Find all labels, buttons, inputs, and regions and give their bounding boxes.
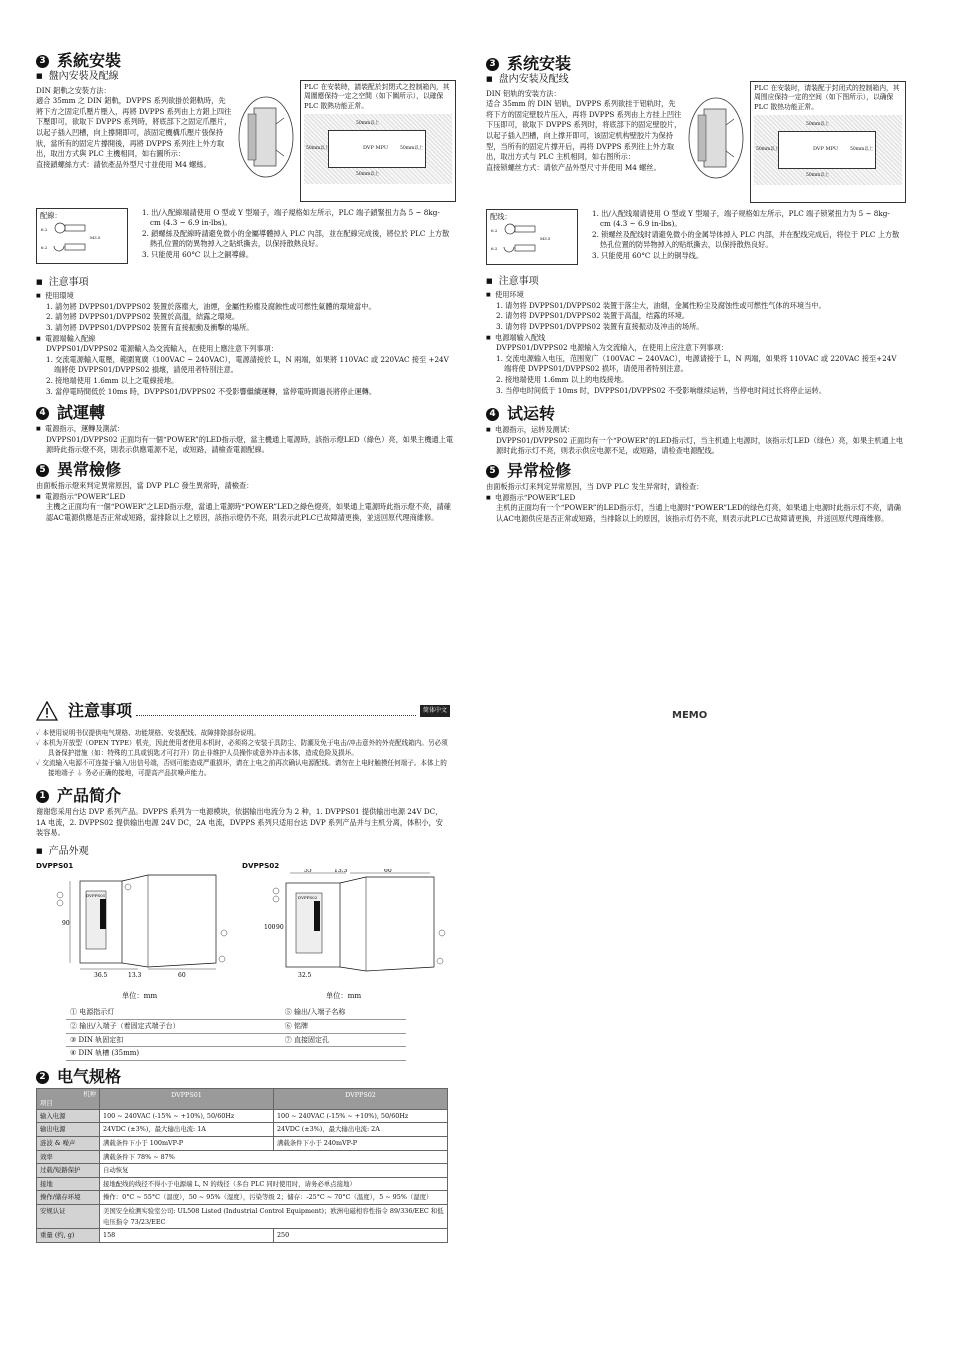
tl-power-title: ■ 電源端輸入配線 [36, 334, 454, 345]
bl-s1-text: 谢谢您采用台达 DVP 系列产品。DVPPS 系列为一电源模块，依据输出电流分为 2 种，1. DVPPS01 提供输出电源 24V DC，1A 电流，2. DVPPS02 提供输出电源 24V DC，2A 电流，DVPPS 系列只适用台达 DVP 系列产品并与主机分离，体积小，安装容易。 [36, 807, 443, 838]
bl-s1-heading: 1 产品简介 [36, 790, 450, 803]
tr-s4-heading: 4 试运转 [486, 408, 904, 421]
tl-plc-note: PLC 在安裝時，請裝配於封閉式之控制箱內，其周圍應保持一定之空間（如下圖所示），以確保 PLC 散熱功能正常。 DVP MPU 50mm以上 50mm以上 50mm以上 50mm以上 [300, 80, 456, 202]
dotted-leader [136, 706, 416, 716]
dvpps01-drawing [48, 873, 238, 985]
tl-s5-heading: 5 異常檢修 [36, 464, 454, 477]
tl-column: 3 系統安裝 ■ 盤內安裝及配線 DIN 鋁軌之安裝方法： 適合 35mm 之 DIN 鋁軌，DVPPS 系列欲掛於鋁軌時，先將下方之固定爪壓片壓入，再將 DVPPS 系列由上方鋁上四往下壓即可，欲取下 DVPPS 系列時，將底部下之固定爪壓片，以起子插入凹槽，向上撐開即可，該固定機構爪壓片張保持狀，當所有的固定片撐開後，再將 DVPPS 系列往上外方取出，取出方式與 PLC 主機相同，如右圖所示： 直接鎖螺絲方式：請依產品外型尺寸並使用 M4 螺絲。 PLC 在安裝時，請裝配於封閉式之控制箱內，其周圍應保持一定之空間（如下圖所示），以確保 PLC 散熱功能正常。 DVP MPU 50mm以上 50mm以上 50mm以上 50mm以上 配線： 6.2 6.2 M3.5 1. 出/入配線端請使用 O 型或 Y 型端子，端子規格如左所示，PLC 端子鎖緊扭力為 5 ~ 8kg-cm (4.3 ~ 6.9 in-lbs)。 2. 鎖螺絲及配線時請避免微小的金屬導體掉入 PLC 內部，並在配線完成後，將位於 PLC 上方散熱孔位置的防異物掉入之貼紙撕去，以保持散熱良好。 3. 只能使用 60°C 以上之銅導線。 ■ 注意事項 ■ 使用環境 1. 請勿將 DVPPS01/DVPPS02 裝置於落塵大，油煙，金屬性粉塵及腐蝕性或可燃性氣體的環境當中。 2. 請勿將 DVPPS01/DVPPS02 裝置於高溫，結露之環境。 3. 請勿將 DVPPS01/DVPPS02 裝置有直接振動及衝擊的場所。 ■ 電源端輸入配線 DVPPS01/DVPPS02 電源輸入為交流輸入，在使用上應注意下列事項： 1. 交流電源輸入電壓，範圍寬廣（100VAC ~ 240VAC），電源請接於 L，N 兩端，如果將 110VAC 或 220VAC 接至 +24V 端將使 DVPPS01/DVPPS02 損壞，請使用者特別注意。 2. 接地端使用 1.6mm 以上之電線接地。 3. 當停電時間低於 10ms 時，DVPPS01/DVPPS02 不受影響繼續運轉，當停電時間過長將停止運轉。 4 試運轉 ■ 電源指示，運轉及測試： DVPPS01/DVPPS02 正面均有一個“POWER”的LED指示燈，當主機通上電源時，該指示燈LED（綠色）亮，如果主機通上電源時此指示燈不亮，則表示供應電源不足，或短路，請檢查電源配線。 5 異常檢修 由面板指示燈來判定異常原因，當 DVP PLC 發生異常時，請檢查： ■ 電源指示“POWER”LED 主機之正面均有一個“POWER”之LED指示燈，當通上電源時“POWER”LED之綠色燈亮，如果通上電源時此指示燈不亮，請確認AC電源供應是否正常或短路，當排除以上之原因，該指示燈仍不亮，則表示此PLC已故障請更換，並送回原代理商維修。 [36, 55, 454, 523]
spec-row: 安规认证 美国安全检测实验室公司: UL508 Listed (Industrial Control Equipment)；欧洲电磁相容性指令 89/336/EEC 和低电压指令 73/23/EEC [37, 1204, 448, 1228]
dvpps02-drawing [250, 869, 450, 985]
tr-clearance-diagram: DVP MPU 50mm以上 50mm以上 50mm以上 50mm以上 [754, 115, 902, 185]
tl-s3-heading: 3 系統安裝 [36, 55, 454, 68]
dim-t1: 55 [304, 869, 312, 875]
legend-row: ③ DIN 轨固定扣 ⑦ 直接固定孔 [66, 1033, 406, 1047]
parts-legend [66, 1006, 406, 1060]
dvpps02-device-label: DVPPS02 [298, 895, 318, 901]
tl-clearance-diagram: DVP MPU 50mm以上 50mm以上 50mm以上 50mm以上 [304, 114, 452, 184]
model2-label: DVPPS02 [242, 861, 280, 871]
tl-din-rail-illustration [236, 94, 296, 180]
tl-wiring-box: 配線： 6.2 6.2 M3.5 [36, 208, 128, 264]
spec-header-row: 机种 项目 DVPPS01 DVPPS02 [37, 1088, 448, 1109]
check-icon: ✓ [36, 759, 43, 767]
bl-appearance-heading: ■ 产品外观 [36, 847, 450, 858]
tr-din-block: DIN 铝轨的安装方法： 适合 35mm 的 DIN 铝轨，DVPPS 系列欲挂于铝轨时，先将下方的固定壁胶片压入，再将 DVPPS 系列由上方挂上凹往下压即可，欲取下 DVPPS 系列时，将底部下的固定壁胶片，以起子插入凹槽，向上撑开即可，该固定机构壁胶片为保持型，当所有的固定片撑开后，再将 DVPPS 系列往上外方取出，取出方式与 PLC 主机相同，如右图所示： 直接锁螺丝方式：请依产品外型尺寸并使用 M4 螺丝。 [486, 88, 682, 172]
svg-text:6.2: 6.2 [41, 245, 48, 251]
dim-h1b: 100 [264, 924, 276, 932]
tr-s3-heading: 3 系统安装 [486, 58, 904, 71]
tl-din-title: DIN 鋁軌之安裝方法： [36, 85, 111, 95]
svg-text:M3.5: M3.5 [540, 236, 551, 242]
tl-wiring-list: 1. 出/入配線端請使用 O 型或 Y 型端子，端子規格如左所示，PLC 端子鎖緊扭力為 5 ~ 8kg-cm (4.3 ~ 6.9 in-lbs)。 2. 鎖螺絲及配線時請避免微小的金屬導體掉入 PLC 內部，並在配線完成後，將位於 PLC 上方散熱孔位置的防異物掉入之貼紙撕去，以保持散熱良好。 3. 只能使用 60°C 以上之銅導線。 [142, 207, 450, 259]
terminal-lug-icon [40, 221, 120, 259]
check-icon: ✓ [36, 729, 43, 737]
spec-table [36, 1088, 448, 1243]
dim-h2b: 90 [276, 924, 284, 932]
spec-row: 接地 接地配线的线径不得小于电源端 L, N 的线径（多台 PLC 同时使用时，请务必单点接地） [37, 1177, 448, 1191]
tl-din-block [36, 86, 232, 171]
tl-mpu-label: DVP MPU [363, 145, 389, 152]
dim-w2: 13.3 [128, 972, 142, 980]
memo-label: MEMO [672, 710, 708, 721]
bl-caution-title: 注意事项 [68, 700, 133, 720]
spec-row: 输入电源 100 ~ 240VAC (-15% ~ +10%), 50/60Hz 100 ~ 240VAC (-15% ~ +10%), 50/60Hz [37, 1109, 448, 1123]
bl-s2-heading: 2 电气规格 [36, 1071, 450, 1084]
tr-wiring-box: 配线： 6.2 6.2 M3.5 [486, 209, 578, 265]
tr-plc-note: PLC 在安装时，请装配于封闭式的控制箱内，其周围应保持一定的空间（如下图所示），以确保 PLC 散热功能正常。 DVP MPU 50mm以上 50mm以上 50mm以上 50mm以上 [750, 81, 906, 203]
tl-screw-text: 直接鎖螺絲方式：請依產品外型尺寸並使用 M4 螺絲。 [36, 159, 211, 169]
spec-row: 过载/短路保护 自动恢复 [37, 1164, 448, 1178]
model1-label: DVPPS01 [36, 861, 74, 871]
svg-text:6.2: 6.2 [491, 246, 498, 252]
dvpps01-device-label: DVPPS01 [86, 893, 106, 899]
unit-label-1: 单位：mm [122, 991, 158, 1001]
dim-w1: 36.5 [94, 972, 108, 980]
bl-column [36, 700, 450, 1243]
spec-row: 涟波 & 噪声 满载条件下小于 100mVP-P 满载条件下小于 240mVP-P [37, 1136, 448, 1150]
terminal-lug-icon [490, 222, 570, 260]
spec-row: 重量 (约, g) 158 250 [37, 1229, 448, 1243]
bl-caution-list: ✓ 本使用说明书仅提供电气规格、功能规格、安装配线、故障排除部份说明。 ✓ 本机为开放型（OPEN TYPE）机壳，因此使用者使用本机时，必须将之安装于具防尘、防潮及免于电击/冲击意外的外壳配线箱内。另必须具备保护措施（如：特殊的工具或钥匙才可打开）防止非维护人员操作或意外冲击本体，造成危险及损坏。 ✓ 交流输入电源不可连接于输入/出信号端，否则可能造成严重损坏，请在上电之前再次确认电源配线。请勿在上电时触摸任何端子。本体上的接地端子 ⏚ 务必正确的接地，可提高产品抗噪声能力。 [36, 729, 448, 777]
warning-icon [36, 701, 58, 721]
legend-row: ① 电源指示灯 ⑤ 输出/入端子名称 [66, 1006, 406, 1019]
tl-din-text: 適合 35mm 之 DIN 鋁軌，DVPPS 系列欲掛於鋁軌時，先將下方之固定爪壓片壓入，再將 DVPPS 系列由上方鋁上四往下壓即可，欲取下 DVPPS 系列時，將底部下之固定爪壓片，以起子插入凹槽，向上撐開即可，該固定機構爪壓片張保持狀，當所有的固定片撐開後，再將 DVPPS 系列往上外方取出，取出方式與 PLC 主機相同，如右圖所示： [36, 96, 232, 159]
legend-row: ④ DIN 轨槽 (35mm) [66, 1047, 406, 1061]
tr-s5-heading: 5 异常检修 [486, 465, 904, 478]
section-number-3: 3 [36, 55, 49, 68]
tl-env-title: ■ 使用環境 [36, 291, 454, 302]
tl-notes-heading: ■ 注意事項 [36, 278, 454, 289]
spec-row: 效率 满载条件下 78% ~ 87% [37, 1150, 448, 1164]
dim-w1b: 32.5 [298, 972, 312, 980]
svg-text:6.2: 6.2 [491, 228, 498, 234]
spec-row: 输出电源 24VDC (±3%)，最大输出电流: 1A 24VDC (±3%)，最大输出电流: 2A [37, 1123, 448, 1137]
tr-wiring-list: 1. 出/入配线端请使用 O 型或 Y 型端子，端子规格如左所示，PLC 端子锁紧扭力为 5 ~ 8kg-cm (4.3 ~ 6.9 in-lbs)。 2. 锁螺丝及配线时请避免微小的金属导体掉入 PLC 内部，并在配线完成后，将位于 PLC 上方散热孔位置的防异物掉入的贴纸撕去，以保持散热良好。 3. 只能使用 60°C 以上的铜导线。 [592, 208, 900, 260]
tl-s3-subheading: ■ 盤內安裝及配線 [36, 72, 454, 83]
dim-h1: 90 [62, 920, 70, 928]
legend-row: ② 输出/入端子（着固定式端子台） ⑥ 铭牌 [66, 1019, 406, 1033]
tl-s4-heading: 4 試運轉 [36, 407, 454, 420]
svg-text:M3.5: M3.5 [90, 235, 101, 241]
bl-caution-header [36, 700, 450, 722]
dim-t2: 13.3 [334, 869, 348, 875]
tr-column: 3 系统安装 ■ 盘内安装及配线 DIN 铝轨的安装方法： 适合 35mm 的 DIN 铝轨，DVPPS 系列欲挂于铝轨时，先将下方的固定壁胶片压入，再将 DVPPS 系列由上方挂上凹往下压即可，欲取下 DVPPS 系列时，将底部下的固定壁胶片，以起子插入凹槽，向上撑开即可，该固定机构壁胶片为保持型，当所有的固定片撑开后，再将 DVPPS 系列往上外方取出，取出方式与 PLC 主机相同，如右图所示： 直接锁螺丝方式：请依产品外型尺寸并使用 M4 螺丝。 PLC 在安装时，请装配于封闭式的控制箱内，其周围应保持一定的空间（如下图所示），以确保 PLC 散热功能正常。 DVP MPU 50mm以上 50mm以上 50mm以上 50mm以上 配线： 6.2 6.2 M3.5 1. 出/入配线端请使用 O 型或 Y 型端子，端子规格如左所示，PLC 端子锁紧扭力为 5 ~ 8kg-cm (4.3 ~ 6.9 in-lbs)。 2. 锁螺丝及配线时请避免微小的金属导体掉入 PLC 内部，并在配线完成后，将位于 PLC 上方散热孔位置的防异物掉入的贴纸撕去，以保持散热良好。 3. 只能使用 60°C 以上的铜导线。 ■ 注意事项 ■ 使用环境 1. 请勿将 DVPPS01/DVPPS02 装置于落尘大，油烟，金属性粉尘及腐蚀性或可燃性气体的环境当中。 2. 请勿将 DVPPS01/DVPPS02 装置于高温，结露的环境。 3. 请勿将 DVPPS01/DVPPS02 装置有直接振动及冲击的场所。 ■ 电源端输入配线 DVPPS01/DVPPS02 电源输入为交流输入，在使用上应注意下列事项： 1. 交流电源输入电压，范围宽广（100VAC ~ 240VAC），电源请接于 L，N 两端，如果将 110VAC 或 220VAC 接至+24V 端将使 DVPPS01/DVPPS02 损坏，请使用者特别注意。 2. 接地端使用 1.6mm 以上的电线接地。 3. 当停电时间低于 10ms 时，DVPPS01/DVPPS02 不受影响继续运转，当停电时间过长将停止运转。 4 试运转 ■ 电源指示，运转及测试： DVPPS01/DVPPS02 正面均有一个“POWER”的LED指示灯，当主机通上电源时，该指示灯LED（绿色）亮，如果主机通上电源时此指示灯不亮，则表示供应电源不足，或短路，请检查电源配线。 5 异常检修 由面板指示灯来判定异常原因，当 DVP PLC 发生异常时，请检查： ■ 电源指示“POWER”LED 主机的正面均有一个“POWER”的LED指示灯，当通上电源时“POWER”LED的绿色灯亮，如果通上电源时此指示灯不亮，请确认AC电源供应是否正常或短路，当排除以上的原因，该指示灯仍不亮，则表示此PLC已故障请更换，并送回原代理商维修。 [486, 58, 904, 524]
dim-t3: 60 [384, 869, 392, 875]
bl-appearance-figures [36, 861, 450, 1006]
spec-row: 操作/储存环境 操作：0°C ~ 55°C（温度），50 ~ 95%（湿度），污染等级 2；储存：-25°C ~ 70°C（温度），5 ~ 95%（湿度） [37, 1191, 448, 1205]
tr-din-rail-illustration [686, 95, 746, 181]
dim-w3: 60 [178, 972, 186, 980]
bl-lang-tag: 简体中文 [420, 705, 450, 718]
unit-label-2: 单位：mm [326, 991, 362, 1001]
svg-text:6.2: 6.2 [41, 227, 48, 233]
check-icon: ✓ [36, 739, 43, 747]
